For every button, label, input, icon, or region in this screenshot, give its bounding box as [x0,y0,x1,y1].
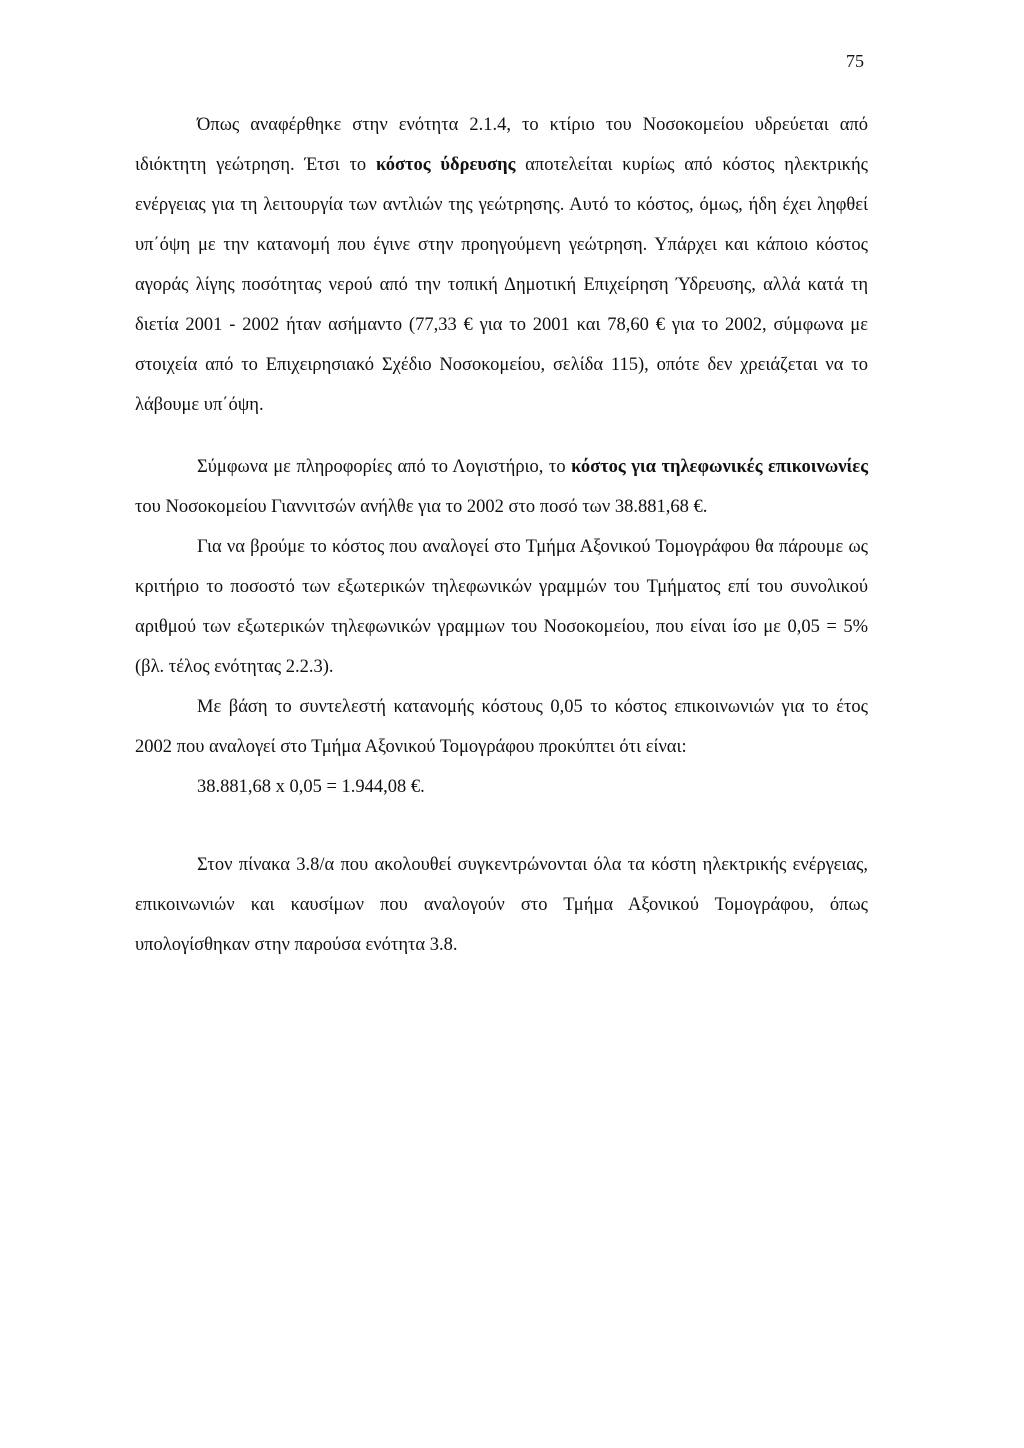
calculation-formula: 38.881,68 x 0,05 = 1.944,08 €. [197,777,425,797]
page-number: 75 [846,51,864,71]
bold-term-phone-cost: κόστος για τηλεφωνικές επικοινωνίες [571,457,869,477]
paragraph-text: Όπως αναφέρθηκε στην ενότητα 2.1.4, το κτίριο του Νοσοκομείου υδρεύεται από ιδιόκτητη γεώτρηση. Έτσι το [135,115,868,175]
bold-term-water-cost: κόστος ύδρευσης [375,155,516,175]
paragraph-allocation-result: Με βάση το συντελεστή κατανομής κόστους 0,05 το κόστος επικοινωνιών για το έτος 2002 που αναλογεί στο Τμήμα Αξονικού Τομογράφου προκύπτει ότι είναι: [135,697,868,757]
paragraph-text: Σύμφωνα με πληροφορίες από το Λογιστήριο, το [197,457,572,477]
document-body [135,105,868,965]
paragraph-summary-table-intro: Στον πίνακα 3.8/α που ακολουθεί συγκεντρώνονται όλα τα κόστη ηλεκτρικής ενέργειας, επικοινωνιών και καυσίμων που αναλογούν στο Τμήμα Αξονικού Τομογράφου, όπως υπολογίσθηκαν στην παρούσα ενότητα 3.8. [135,855,868,955]
paragraph-text: αποτελείται κυρίως από κόστος ηλεκτρικής ενέργειας για τη λειτουργία των αντλιών της γεώτρησης. Αυτό το κόστος, όμως, ήδη έχει ληφθεί υπ΄όψη με την κατανομή που έγινε στην προηγούμενη γεώτρηση. Υπάρχει και κάποιο κόστος αγοράς λίγης ποσότητας νερού από την τοπική Δημοτική Επιχείρηση Ύδρευσης, αλλά κατά τη διετία 2001 - 2002 ήταν ασήμαντο (77,33 € για το 2001 και 78,60 € για το 2002, σύμφωνα με στοιχεία από το Επιχειρησιακό Σχέδιο Νοσοκομείου, σελίδα 115), οπότε δεν χρειάζεται να το λάβουμε υπ΄όψη. [135,155,868,415]
paragraph-phone-cost [135,447,868,527]
paragraph-water-cost [135,105,868,425]
paragraph-allocation-criterion: Για να βρούμε το κόστος που αναλογεί στο Τμήμα Αξονικού Τομογράφου θα πάρουμε ως κριτήριο το ποσοστό των εξωτερικών τηλεφωνικών γραμμών του Τμήματος επί του συνολικού αριθμού των εξωτερικών τηλεφωνικών γραμμων του Νοσοκομείου, που είναι ίσο με 0,05 = 5% (βλ. τέλος ενότητας 2.2.3). [135,537,868,677]
paragraph-text: του Νοσοκομείου Γιαννιτσών ανήλθε για το 2002 στο ποσό των 38.881,68 €. [135,497,708,517]
